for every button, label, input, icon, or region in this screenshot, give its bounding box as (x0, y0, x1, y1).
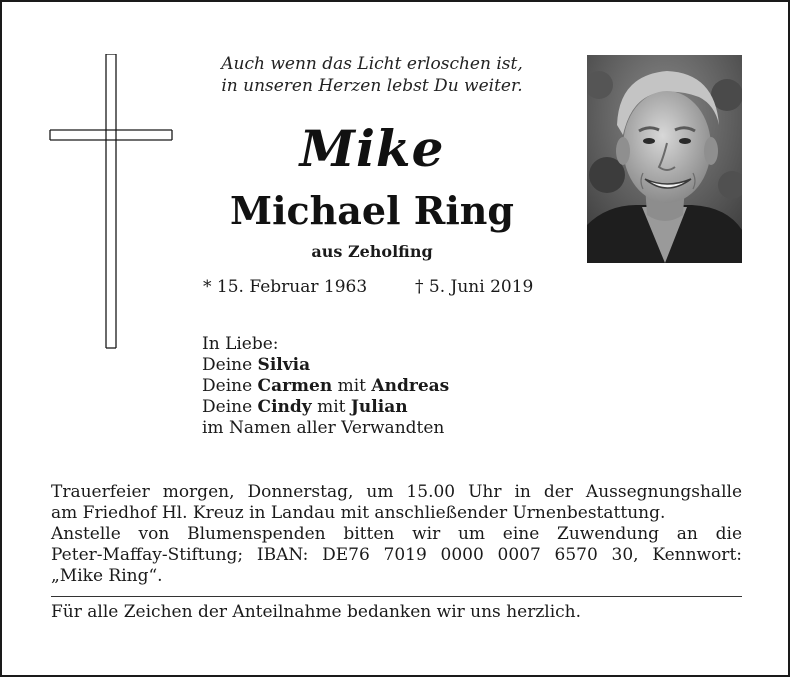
service-line-5: „Mike Ring“. (51, 566, 163, 586)
portrait-image (587, 55, 742, 263)
birth-date: * 15. Februar 1963 (203, 277, 368, 297)
divider-line (51, 596, 742, 597)
thanks-message: Für alle Zeichen der Anteilnahme bedanken wir uns herzlich. (51, 602, 582, 622)
death-date: † 5. Juni 2019 (415, 277, 534, 297)
portrait-photo (587, 55, 742, 263)
full-name-heading: Michael Ring (230, 188, 514, 233)
family-signatures (202, 334, 449, 439)
family-intro: In Liebe: (202, 334, 279, 354)
service-line-3: Anstelle von Blumenspenden bitten wir um eine Zuwendung an die (51, 524, 742, 544)
service-line-4: Peter-Maffay-Stiftung; IBAN: DE76 7019 0000 0007 6570 30, Kennwort: (51, 545, 742, 565)
hometown: aus Zeholfing (311, 242, 433, 261)
memorial-quote-line-1: Auch wenn das Licht erloschen ist, (221, 54, 523, 74)
family-closing: im Namen aller Verwandten (202, 418, 445, 438)
service-line-2: am Friedhof Hl. Kreuz in Landau mit anschließender Urnenbestattung. (51, 503, 666, 523)
family-line-carmen: Deine Carmen mit Andreas (202, 376, 450, 396)
family-line-silvia: Deine Silvia (202, 355, 311, 375)
funeral-service-info (51, 482, 742, 587)
nickname-heading: Mike (299, 119, 445, 178)
memorial-quote-line-2: in unseren Herzen lebst Du weiter. (221, 76, 523, 96)
family-line-cindy: Deine Cindy mit Julian (202, 397, 408, 417)
service-line-1: Trauerfeier morgen, Donnerstag, um 15.00 Uhr in der Aussegnungshalle (51, 482, 742, 502)
